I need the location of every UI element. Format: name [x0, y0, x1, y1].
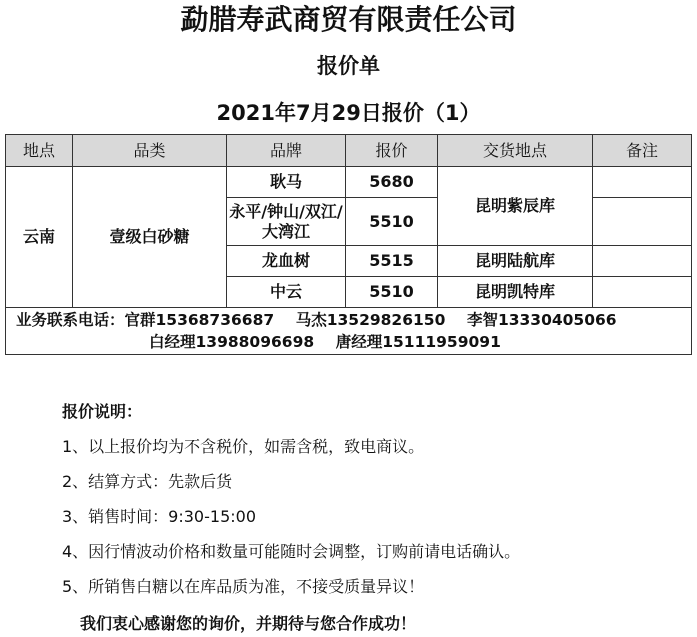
table-row: [6, 167, 692, 198]
column-header-delivery: 交货地点: [438, 135, 593, 167]
price-cell: 5680: [346, 167, 438, 198]
column-header-price: 报价: [346, 135, 438, 167]
brand-cell: 永平/钟山/双江/大湾江: [227, 198, 346, 246]
quote-date-title: 2021年7月29日报价（1）: [216, 101, 481, 125]
table-header-row: [6, 135, 692, 167]
remarks-cell: [593, 198, 692, 246]
note-item: 2、结算方式：先款后货: [62, 472, 233, 491]
thanks-message: 我们衷心感谢您的询价，并期待与您合作成功！: [80, 614, 417, 633]
note-item: 5、所销售白糖以在库品质为准，不接受质量异议！: [62, 577, 425, 596]
column-header-brand: 品牌: [227, 135, 346, 167]
column-header-category: 品类: [73, 135, 227, 167]
remarks-cell: [593, 167, 692, 198]
contacts-line-1: 业务联系电话：官群15368736687 马杰13529826150 李智13330405066: [16, 311, 617, 329]
delivery-cell: 昆明凯特库: [438, 277, 593, 308]
document-title: 报价单: [317, 54, 380, 78]
note-item: 4、因行情波动价格和数量可能随时会调整，订购前请电话确认。: [62, 542, 521, 561]
note-item: 1、以上报价均为不含税价，如需含税，致电商议。: [62, 437, 425, 456]
note-item: 3、销售时间：9:30-15:00: [62, 507, 256, 526]
remarks-cell: [593, 246, 692, 277]
contacts-cell: [6, 308, 692, 355]
price-cell: 5510: [346, 198, 438, 246]
remarks-cell: [593, 277, 692, 308]
quote-table: [5, 134, 692, 355]
brand-cell: 中云: [227, 277, 346, 308]
price-cell: 5515: [346, 246, 438, 277]
category-cell: 壹级白砂糖: [73, 167, 227, 308]
location-cell: 云南: [6, 167, 73, 308]
notes-title: 报价说明：: [62, 402, 143, 421]
price-cell: 5510: [346, 277, 438, 308]
contacts-row: [6, 308, 692, 355]
company-name: 勐腊寿武商贸有限责任公司: [180, 3, 517, 36]
contacts-line-2: 白经理13988096698 唐经理15111959091: [149, 333, 501, 351]
column-header-location: 地点: [6, 135, 73, 167]
brand-cell: 耿马: [227, 167, 346, 198]
brand-cell: 龙血树: [227, 246, 346, 277]
delivery-cell: 昆明陆航库: [438, 246, 593, 277]
column-header-remarks: 备注: [593, 135, 692, 167]
delivery-cell: 昆明紫辰库: [438, 167, 593, 246]
